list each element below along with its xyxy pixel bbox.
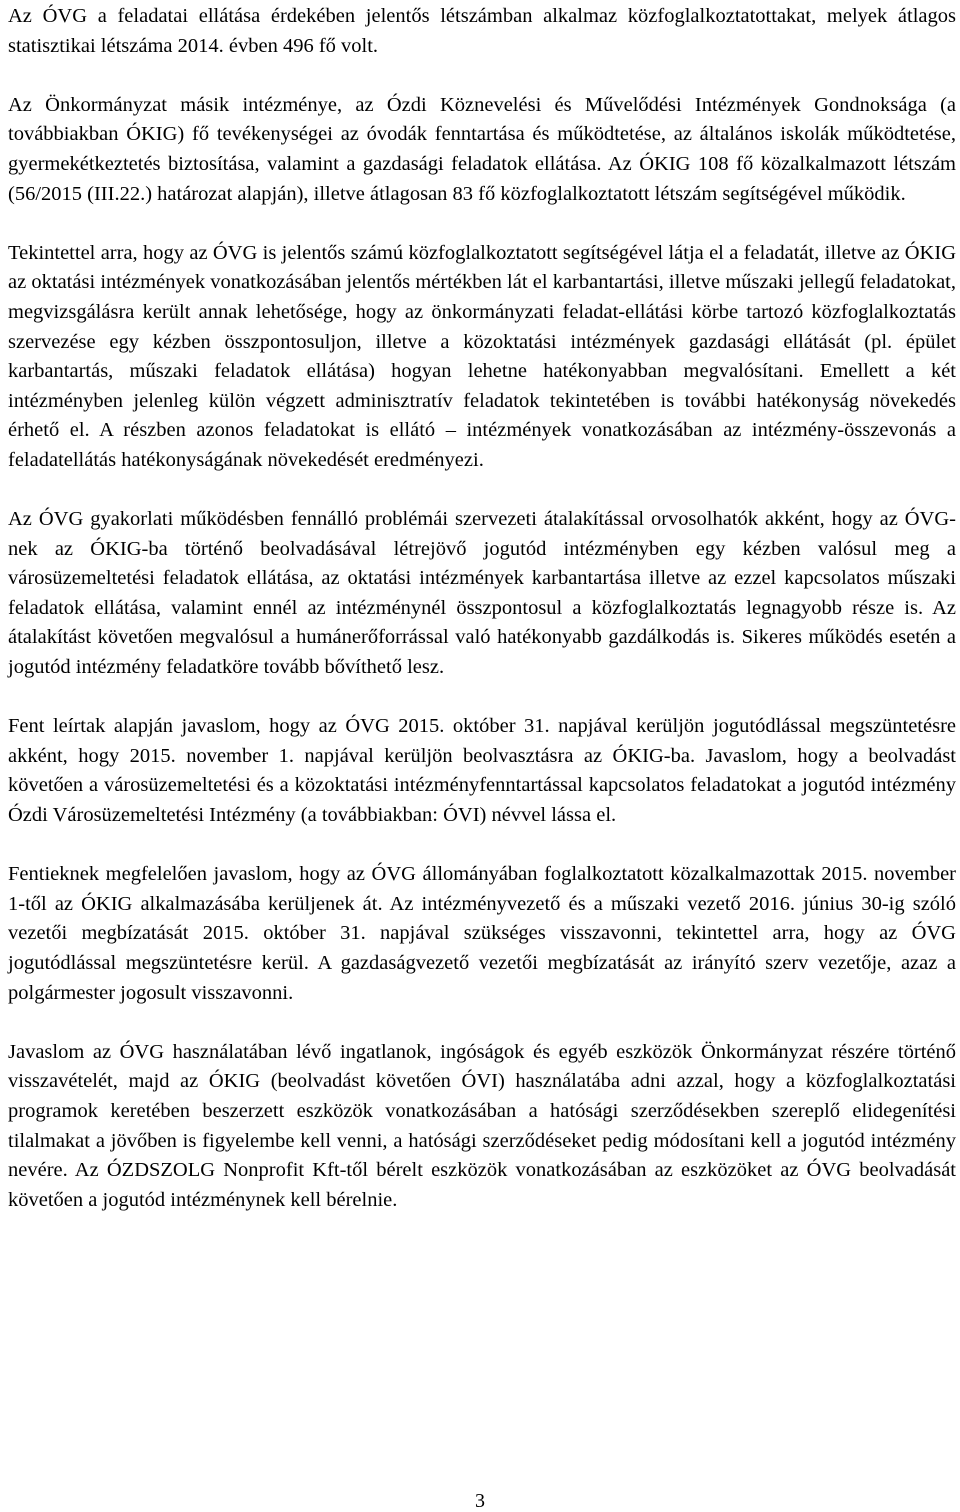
paragraph-gap (8, 1008, 956, 1038)
paragraph-asset-transfer: Javaslom az ÓVG használatában lévő ingatlanok, ingóságok és egyéb eszközök Önkormányzat részére történő visszavételét, majd az ÓKIG (beolvadást követően ÓVI) használatába adni azzal, hogy a közfoglalkoztatási programok keretében beszerzett eszközök vonatkozásában a hatósági szerződésekben szereplő elidegenítési tilalmakat a jövőben is figyelembe kell venni, a hatósági szerződéseket pedig módosítani kell a jogutód intézmény nevére. Az ÓZDSZOLG Nonprofit Kft-től bérelt eszközök vonatkozásában az eszközöket az ÓVG beolvadását követően a jogutód intézménynek kell bérelnie. (8, 1040, 956, 1211)
paragraph-gap (8, 683, 956, 713)
document-page (8, 2, 956, 1215)
paragraph-gap (8, 209, 956, 239)
paragraph-merger-proposal: Fent leírtak alapján javaslom, hogy az ÓVG 2015. október 31. napjával kerüljön jogutódlással megszüntetésre akként, hogy 2015. november 1. napjával kerüljön beolvasztásra az ÓKIG-ba. Javaslom, hogy a beolvadást követően a városüzemeltetési és a közoktatási intézményfenntartással kapcsolatos feladatokat a jogutód intézmény Ózdi Városüzemeltetési Intézmény (a továbbiakban: ÓVI) névvel lássa el. (8, 715, 956, 827)
page-number: 3 (475, 1490, 485, 1512)
paragraph-consolidation-rationale: Tekintettel arra, hogy az ÓVG is jelentős számú közfoglalkoztatott segítségével látja el a feladatát, illetve az ÓKIG az oktatási intézmények vonatkozásában jelentős mértékben lát el karbantartási, illetve műszaki jellegű feladatokat, megvizsgálásra került annak lehetősége, hogy az önkormányzati feladat-ellátási körbe tartozó közfoglalkoztatás szervezése egy kézben összpontosuljon, illetve a közoktatási intézmények gazdasági ellátását (pl. épület karbantartás, műszaki feladatok ellátása) hogyan lehetne hatékonyabban megvalósítani. Emellett a két intézményben jelenleg külön végzett adminisztratív feladatok tekintetében is további hatékonyság növekedés érhető el. A részben azonos feladatokat is ellátó – intézmények vonatkozásában az intézmény-összevonás a feladatellátás hatékonyságának növekedését eredményezi. (8, 241, 956, 471)
paragraph-gap (8, 476, 956, 506)
paragraph-ovg-staffing: Az ÓVG a feladatai ellátása érdekében jelentős létszámban alkalmaz közfoglalkoztatottakat, melyek átlagos statisztikai létszáma 2014. évben 496 fő volt. (8, 5, 956, 57)
paragraph-gap (8, 831, 956, 861)
paragraph-gap (8, 61, 956, 91)
paragraph-restructuring-benefits: Az ÓVG gyakorlati működésben fennálló problémái szervezeti átalakítással orvosolhatók akként, hogy az ÓVG-nek az ÓKIG-ba történő beolvadásával létrejövő jogutód intézményben egy kézben valósul meg a városüzemeltetési feladatok ellátása, az oktatási intézmények karbantartása illetve az ezzel kapcsolatos műszaki feladatok ellátása, valamint ennél az intézménynél összpontosul a közfoglalkoztatás legnagyobb része is. Az átalakítást követően megvalósul a humánerőforrással való hatékonyabb gazdálkodás is. Sikeres működés esetén a jogutód intézmény feladatköre tovább bővíthető lesz. (8, 508, 956, 679)
paragraph-okig-description: Az Önkormányzat másik intézménye, az Ózdi Köznevelési és Művelődési Intézmények Gondnoksága (a továbbiakban ÓKIG) fő tevékenységei az óvodák fenntartása és működtetése, az általános iskolák működtetése, gyermekétkeztetés biztosítása, valamint a gazdasági feladatok ellátása. Az ÓKIG 108 fő közalkalmazott létszám (56/2015 (III.22.) határozat alapján), illetve átlagosan 83 fő közfoglalkoztatott létszám segítségével működik. (8, 93, 956, 205)
paragraph-staff-transfer: Fentieknek megfelelően javaslom, hogy az ÓVG állományában foglalkoztatott közalkalmazottak 2015. november 1-től az ÓKIG alkalmazásába kerüljenek át. Az intézményvezető és a műszaki vezető 2016. június 30-ig szóló vezetői megbízatását 2015. október 31. napjával szükséges visszavonni, tekintettel arra, hogy az ÓVG jogutódlással megszüntetésre kerül. A gazdaságvezető vezetői megbízatását az irányító szerv vezetője, azaz a polgármester jogosult visszavonni. (8, 863, 956, 1004)
